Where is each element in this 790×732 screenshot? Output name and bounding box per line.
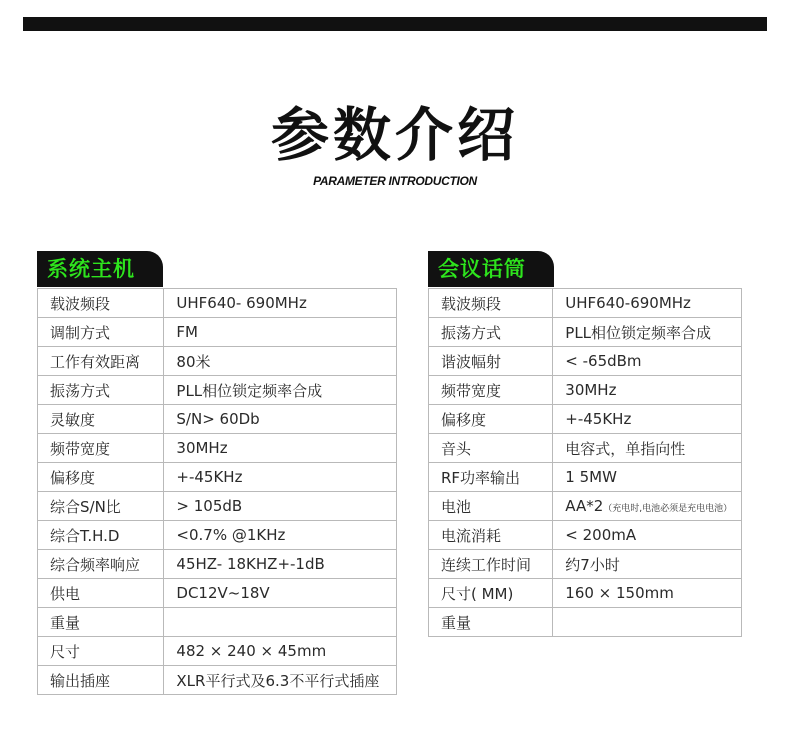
spec-value-text: XLR平行式及6.3不平行式插座 — [176, 671, 380, 690]
spec-value — [553, 434, 742, 463]
spec-value-text: 30MHz — [565, 381, 617, 399]
table-row — [38, 318, 397, 347]
table-row — [429, 376, 742, 405]
table-row — [38, 492, 397, 521]
spec-label: 综合S/N比 — [38, 492, 164, 521]
spec-value — [553, 608, 742, 637]
spec-value-text: 45HZ- 18KHZ+-1dB — [176, 555, 325, 573]
spec-value-text: 482 × 240 × 45mm — [176, 642, 327, 660]
spec-value — [164, 289, 397, 318]
table-row — [38, 347, 397, 376]
spec-label: 输出插座 — [38, 666, 164, 695]
table-row — [429, 289, 742, 318]
spec-value-note: （充电时,电池必须是充电电池） — [603, 504, 733, 514]
page-subtitle: PARAMETER INTRODUCTION — [313, 174, 477, 188]
spec-value-text: UHF640-690MHz — [565, 294, 691, 312]
spec-label: 电池 — [429, 492, 553, 521]
spec-value-text: +-45KHz — [176, 468, 243, 486]
table-row — [429, 492, 742, 521]
spec-value-text: DC12V~18V — [176, 584, 270, 602]
spec-value-text: PLL相位锁定频率合成 — [176, 381, 323, 400]
spec-value-text: < -65dBm — [565, 352, 642, 370]
table-row — [38, 376, 397, 405]
table-row — [38, 550, 397, 579]
spec-label: 重量 — [429, 608, 553, 637]
spec-label: 尺寸( MM) — [429, 579, 553, 608]
top-divider-bar — [23, 17, 767, 31]
table-row — [429, 347, 742, 376]
spec-value — [553, 347, 742, 376]
spec-value-text: FM — [176, 323, 198, 341]
spec-value-text: 1 5MW — [565, 468, 617, 486]
spec-value — [164, 521, 397, 550]
spec-label: 连续工作时间 — [429, 550, 553, 579]
host-spec-table — [37, 288, 397, 695]
spec-value — [164, 666, 397, 695]
spec-value-text: 160 × 150mm — [565, 584, 674, 602]
spec-value-text: <0.7% @1KHz — [176, 526, 286, 544]
spec-label: 音头 — [429, 434, 553, 463]
table-row — [38, 405, 397, 434]
spec-value — [553, 318, 742, 347]
spec-value-text: > 105dB — [176, 497, 243, 515]
spec-value-text: 约7小时 — [565, 555, 620, 574]
spec-label: 偏移度 — [429, 405, 553, 434]
spec-value — [164, 434, 397, 463]
spec-label: 载波频段 — [38, 289, 164, 318]
spec-value-text: +-45KHz — [565, 410, 632, 428]
spec-label: 供电 — [38, 579, 164, 608]
mic-table-tag: 会议话筒 — [428, 251, 554, 287]
spec-label: 综合频率响应 — [38, 550, 164, 579]
table-row — [38, 463, 397, 492]
spec-label: 谐波幅射 — [429, 347, 553, 376]
spec-value — [164, 405, 397, 434]
spec-label: 偏移度 — [38, 463, 164, 492]
table-row — [429, 318, 742, 347]
spec-value — [553, 376, 742, 405]
spec-label: 振荡方式 — [38, 376, 164, 405]
table-row — [38, 637, 397, 666]
table-row — [429, 434, 742, 463]
spec-value — [164, 637, 397, 666]
spec-value-text: 30MHz — [176, 439, 228, 457]
table-row — [429, 608, 742, 637]
spec-label: 尺寸 — [38, 637, 164, 666]
spec-label: 工作有效距离 — [38, 347, 164, 376]
spec-label: 振荡方式 — [429, 318, 553, 347]
host-table-tag: 系统主机 — [37, 251, 163, 287]
spec-value-text: AA*2 — [565, 497, 604, 515]
spec-value-text: UHF640- 690MHz — [176, 294, 307, 312]
spec-value-text: PLL相位锁定频率合成 — [565, 323, 712, 342]
table-row — [429, 405, 742, 434]
spec-label: RF功率输出 — [429, 463, 553, 492]
table-row — [38, 289, 397, 318]
table-row — [429, 550, 742, 579]
table-row — [429, 463, 742, 492]
table-row — [429, 521, 742, 550]
table-row — [38, 434, 397, 463]
spec-label: 频带宽度 — [38, 434, 164, 463]
spec-value — [164, 318, 397, 347]
spec-value — [164, 579, 397, 608]
spec-value — [164, 463, 397, 492]
spec-value — [553, 405, 742, 434]
spec-value — [164, 608, 397, 637]
spec-value — [553, 579, 742, 608]
spec-value — [553, 492, 742, 521]
spec-value-text: < 200mA — [565, 526, 637, 544]
spec-label: 电流消耗 — [429, 521, 553, 550]
spec-value — [553, 289, 742, 318]
spec-value-text: 电容式，单指向性 — [565, 439, 686, 458]
spec-value-text: 80米 — [176, 352, 211, 371]
spec-label: 载波频段 — [429, 289, 553, 318]
spec-label: 重量 — [38, 608, 164, 637]
spec-value — [553, 550, 742, 579]
spec-value — [553, 521, 742, 550]
spec-label: 频带宽度 — [429, 376, 553, 405]
table-row — [429, 579, 742, 608]
spec-value — [553, 463, 742, 492]
table-row — [38, 666, 397, 695]
spec-value — [164, 492, 397, 521]
spec-value — [164, 550, 397, 579]
table-row — [38, 521, 397, 550]
table-row — [38, 579, 397, 608]
spec-label: 灵敏度 — [38, 405, 164, 434]
spec-value-text: S/N> 60Db — [176, 410, 260, 428]
page-title: 参数介绍 — [270, 101, 519, 169]
table-row — [38, 608, 397, 637]
spec-value — [164, 376, 397, 405]
spec-label: 调制方式 — [38, 318, 164, 347]
spec-label: 综合T.H.D — [38, 521, 164, 550]
spec-value — [164, 347, 397, 376]
mic-spec-table — [428, 288, 742, 637]
